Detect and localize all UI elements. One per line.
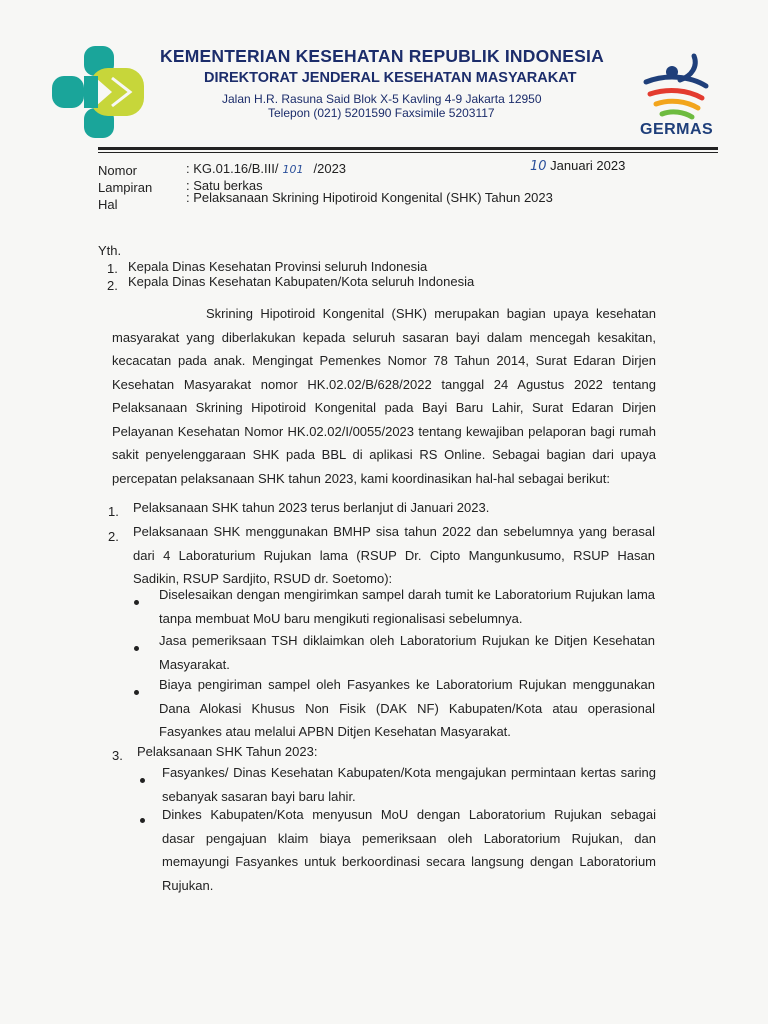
recipient-num-1: 1.	[107, 261, 118, 276]
letter-date	[530, 158, 625, 174]
date-month-year: Januari 2023	[550, 158, 626, 173]
intro-text: Skrining Hipotiroid Kongenital (SHK) merupakan bagian upaya kesehatan masyarakat yang diberlakukan kepada seluruh sasaran bayi dalam mencegah kesakitan, kecacatan pada anak. Mengingat Pemenkes Nomor 78 Tahun 2014, Surat Edaran Dirjen Kesehatan Masyarakat nomor HK.02.02/B/628/2022 tanggal 24 Agustus 2022 tentang Pelaksanaan Skrining Hipotiroid Kongenital pada Bayi Baru Lahir, Surat Edaran Dirjen Pelayanan Kesehatan Nomor HK.02.02/I/0055/2023 tentang kewajiban pelaporan bagi rumah sakit penyelenggaraan SHK pada BBL di aplikasi RS Online. Sebagai bagian dari upaya percepatan pelaksanaan SHK tahun 2023, kami koordinasikan hal-hal sebagai berikut:	[112, 306, 656, 486]
point-num-1: 1.	[108, 504, 119, 519]
germas-wordmark: GERMAS	[640, 121, 714, 138]
yth-label: Yth.	[98, 243, 122, 258]
nomor-suffix: /2023	[313, 161, 347, 176]
nomor-prefix: : KG.01.16/B.III/	[186, 161, 279, 176]
office-address: Jalan H.R. Rasuna Said Blok X-5 Kavling 4-9 Jakarta 12950	[222, 92, 542, 106]
point-text-1: Pelaksanaan SHK tahun 2023 terus berlanjut di Januari 2023.	[133, 500, 490, 515]
header-rule	[98, 147, 718, 150]
recipient-1: Kepala Dinas Kesehatan Provinsi seluruh Indonesia	[128, 259, 428, 274]
bullet-2-2: Jasa pemeriksaan TSH diklaimkan oleh Laboratorium Rujukan ke Ditjen Kesehatan Masyarakat.	[159, 633, 655, 672]
lampiran-label: Lampiran	[98, 180, 153, 195]
bullet-dot	[134, 600, 139, 605]
point-text-3: Pelaksanaan SHK Tahun 2023:	[137, 744, 318, 759]
nomor-label: Nomor	[98, 163, 138, 178]
kemenkes-logo	[50, 44, 148, 140]
bullet-3-1: Fasyankes/ Dinas Kesehatan Kabupaten/Kota mengajukan permintaan kertas saring sebanyak sasaran bayi baru lahir.	[162, 765, 656, 804]
directorate-title: DIREKTORAT JENDERAL KESEHATAN MASYARAKAT	[204, 70, 577, 86]
nomor-handwritten: 101	[282, 163, 304, 176]
bullet-dot	[134, 646, 139, 651]
bullet-dot	[140, 778, 145, 783]
lampiran-value: : Satu berkas	[186, 178, 263, 193]
point-num-2: 2.	[108, 529, 119, 544]
nomor-value	[186, 161, 346, 176]
header-rule-thin	[98, 152, 718, 153]
point-num-3: 3.	[112, 748, 123, 763]
bullet-2-1: Diselesaikan dengan mengirimkan sampel darah tumit ke Laboratorium Rujukan lama tanpa membuat MoU baru mengikuti regionalisasi sebelumnya.	[159, 587, 655, 626]
point-text-2: Pelaksanaan SHK menggunakan BMHP sisa tahun 2022 dan sebelumnya yang berasal dari 4 Laboraturium Rujukan lama (RSUP Dr. Cipto Mangunkusumo, RSUP Hasan Sadikin, RSUP Sardjito, RSUD dr. Soetomo):	[133, 524, 655, 586]
bullet-dot	[134, 690, 139, 695]
office-phone: Telepon (021) 5201590 Faxsimile 5203117	[268, 106, 495, 120]
bullet-2-3: Biaya pengiriman sampel oleh Fasyankes ke Laboratorium Rujukan menggunakan Dana Alokasi Khusus Non Fisik (DAK NF) Kabupaten/Kota atau operasional Fasyankes atau melalui APBN Ditjen Kesehatan Masyarakat.	[159, 677, 655, 739]
recipient-num-2: 2.	[107, 278, 118, 293]
ministry-title: KEMENTERIAN KESEHATAN REPUBLIK INDONESIA	[160, 46, 604, 66]
recipient-2: Kepala Dinas Kesehatan Kabupaten/Kota seluruh Indonesia	[128, 274, 475, 289]
hal-value: : Pelaksanaan Skrining Hipotiroid Kongenital (SHK) Tahun 2023	[186, 190, 553, 205]
bullet-3-2: Dinkes Kabupaten/Kota menyusun MoU dengan Laboratorium Rujukan sebagai dasar pengajuan klaim biaya pemeriksaan oleh Laboratorium Rujukan, dan memayungi Fasyankes untuk berkoordinasi secara langsung dengan Laboratorium Rujukan.	[162, 807, 656, 893]
date-handwritten: 10	[530, 159, 547, 174]
hal-label: Hal	[98, 197, 118, 212]
intro-paragraph	[112, 302, 656, 490]
bullet-dot	[140, 818, 145, 823]
